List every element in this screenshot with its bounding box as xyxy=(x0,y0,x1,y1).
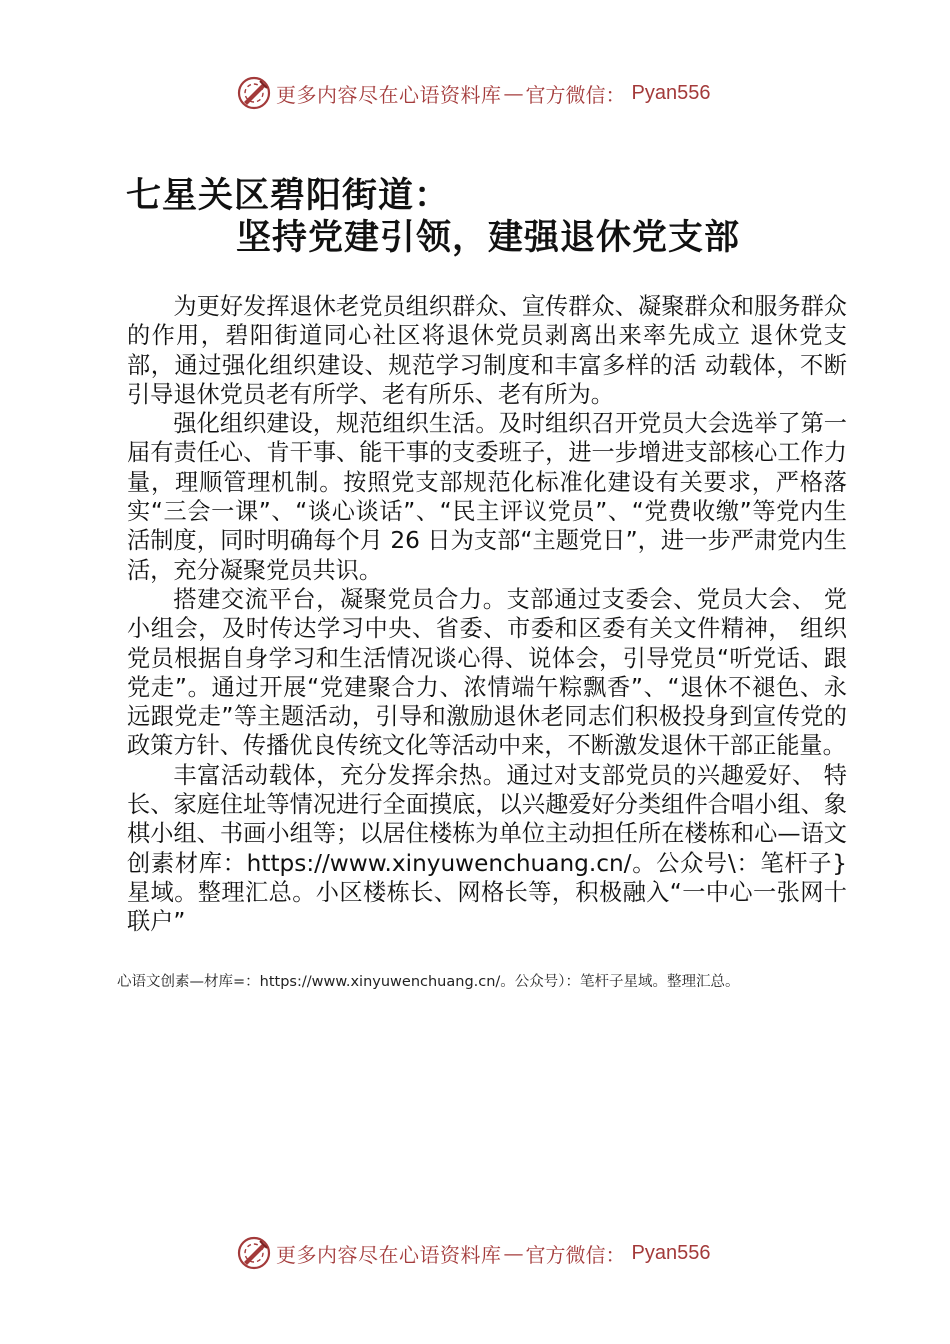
banner-text: 更多内容尽在心语资料库 xyxy=(276,82,502,107)
footer-banner xyxy=(236,1233,710,1273)
logo-icon xyxy=(236,1235,272,1271)
footnote: 心语文创素—材库=：https://www.xinyuwenchuang.cn/。公众号）：笔杆子星域。整理汇总。 xyxy=(117,974,740,990)
title-line-2: 坚持党建引领，建强退休党支部 xyxy=(236,217,741,258)
banner-weixin-label: 官方微信： xyxy=(525,82,626,107)
paragraph-4: 丰富活动载体，充分发挥余热。通过对支部党员的兴趣爱好、 特长、家庭住址等情况进行全面摸底，以兴趣爱好分类组件合唱小组、象棋小组、书画小组等；以居住楼栋为单位主动担任所在楼栋和心—语文创素材库：https://www.xinyuwenchuang.cn/。公众号\：笔杆子}星域。整理汇总。小区楼栋长、网格长等，积极融入“一中心一张网十联户” xyxy=(127,761,847,936)
header-banner xyxy=(236,73,710,113)
title-line-1: 七星关区碧阳街道： xyxy=(126,175,451,216)
paragraph-1: 为更好发挥退休老党员组织群众、宣传群众、凝聚群众和服务群众的作用，碧阳街道同心社区将退休党员剥离出来率先成立 退休党支部，通过强化组织建设、规范学习制度和丰富多样的活 动载体，不断引导退休党员老有所学、老有所乐、老有所为。 xyxy=(127,293,847,408)
banner-weixin-label: 官方微信： xyxy=(525,1242,626,1267)
paragraph-3: 搭建交流平台，凝聚党员合力。支部通过支委会、党员大会、 党小组会，及时传达学习中央、省委、市委和区委有关文件精神， 组织党员根据自身学习和生活情况谈心得、说体会，引导党员“听党话、跟党走”。通过开展“党建聚合力、浓情端午粽飘香”、“退休不褪色、永远跟党走”等主题活动，引导和激励退休老同志们积极投身到宣传党的政策方针、传播优良传统文化等活动中来，不断激发退休干部正能量。 xyxy=(127,585,847,760)
logo-icon xyxy=(236,75,272,111)
banner-weixin-id: Pyan556 xyxy=(631,81,711,104)
paragraph-2: 强化组织建设，规范组织生活。及时组织召开党员大会选举了第一届有责任心、肯干事、能干事的支委班子，进一步增进支部核心工作力量，理顺管理机制。按照党支部规范化标准化建设有关要求，严格落实“三会一课”、“谈心谈话”、“民主评议党员”、“党费收缴”等党内生活制度，同时明确每个月 26 日为支部“主题党日”，进一步严肃党内生活，充分凝聚党员共识。 xyxy=(127,410,847,584)
article-body xyxy=(127,292,847,937)
banner-weixin-id: Pyan556 xyxy=(631,1241,711,1264)
banner-text: 更多内容尽在心语资料库 xyxy=(276,1242,502,1267)
banner-separator: — xyxy=(503,1241,524,1265)
banner-separator: — xyxy=(503,81,524,105)
